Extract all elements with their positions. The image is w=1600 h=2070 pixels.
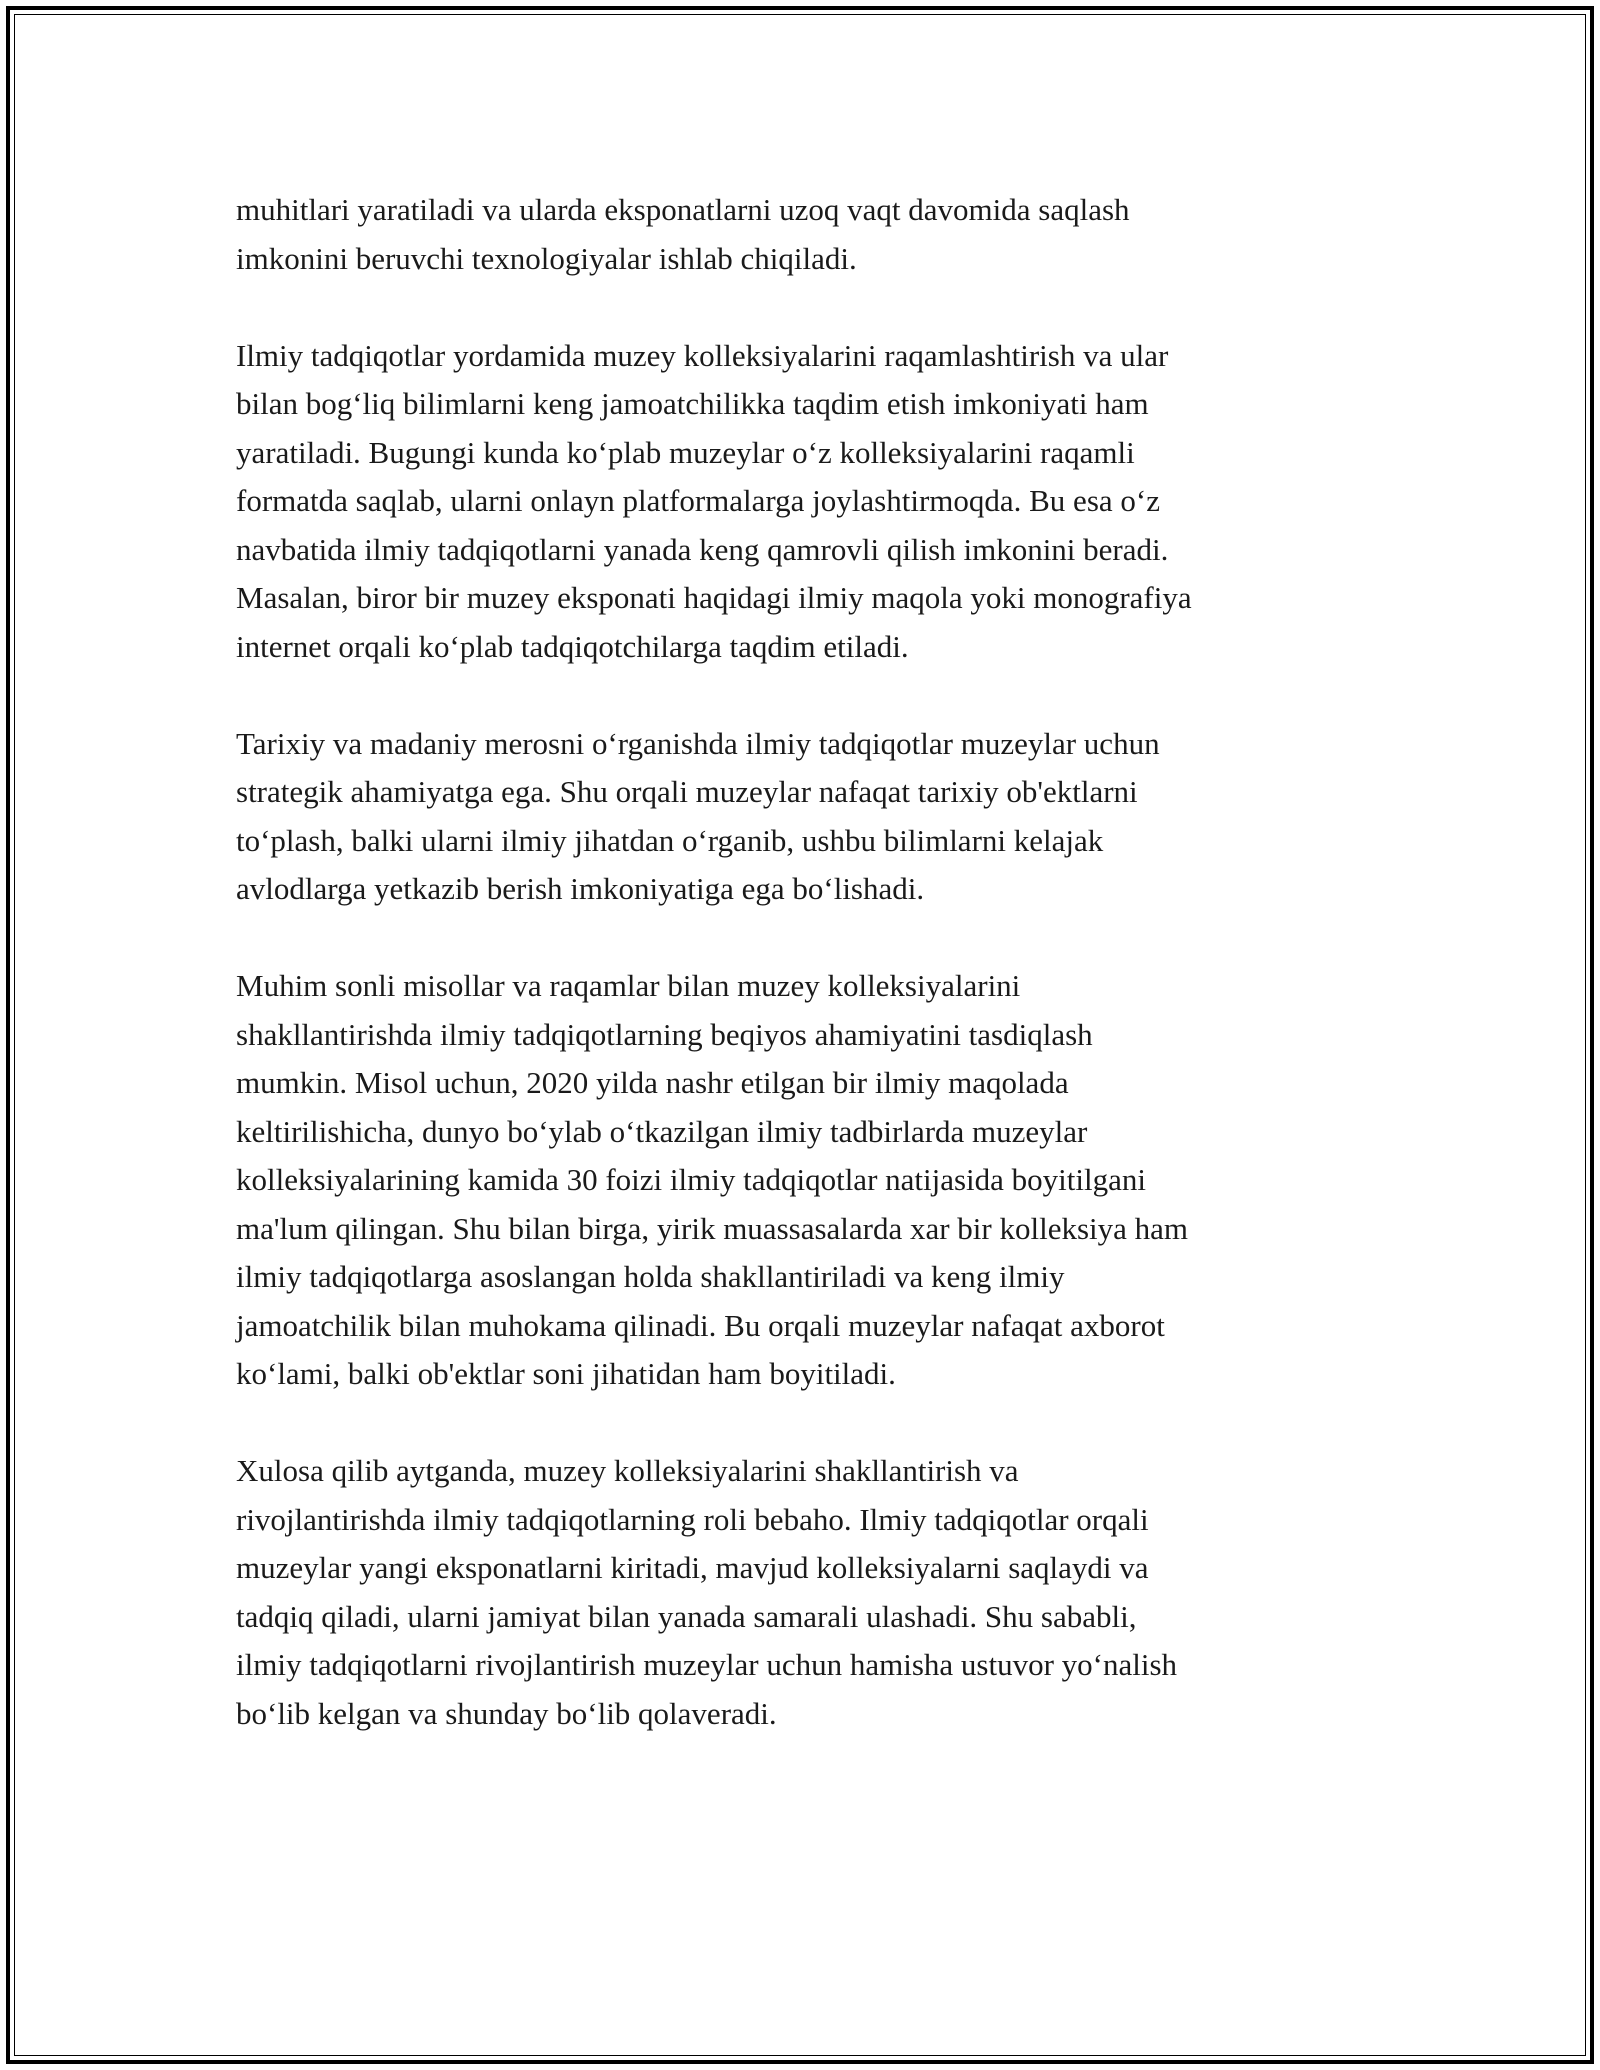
text-line: shakllantirishda ilmiy tadqiqotlarning beqiyos ahamiyatini tasdiqlash — [236, 1016, 1093, 1052]
text-line: to‘plash, balki ularni ilmiy jihatdan o‘rganib, ushbu bilimlarni kelajak — [236, 822, 1104, 858]
text-line: ma'lum qilingan. Shu bilan birga, yirik muassasalarda xar bir kolleksiya ham — [236, 1210, 1189, 1246]
text-line: bo‘lib kelgan va shunday bo‘lib qolaveradi. — [236, 1695, 777, 1731]
text-line: muzeylar yangi eksponatlarni kiritadi, mavjud kolleksiyalarni saqlaydi va — [236, 1550, 1149, 1585]
text-line: yaratiladi. Bugungi kunda ko‘plab muzeylar o‘z kolleksiyalarini raqamli — [236, 434, 1135, 470]
text-line: Masalan, biror bir muzey eksponati haqidagi ilmiy maqola yoki monografiya — [236, 580, 1192, 615]
document-body — [236, 186, 1376, 1787]
text-line: kolleksiyalarining kamida 30 foizi ilmiy tadqiqotlar natijasida boyitilgani — [236, 1162, 1147, 1197]
text-line: ilmiy tadqiqotlarni rivojlantirish muzeylar uchun hamisha ustuvor yo‘nalish — [236, 1647, 1178, 1682]
text-line: Ilmiy tadqiqotlar yordamida muzey kolleksiyalarini raqamlashtirish va ular — [236, 337, 1169, 373]
text-line: keltirilishicha, dunyo bo‘ylab o‘tkazilgan ilmiy tadbirlarda muzeylar — [236, 1113, 1088, 1149]
text-line: bilan bog‘liq bilimlarni keng jamoatchilikka taqdim etish imkoniyati ham — [236, 386, 1149, 421]
paragraph — [236, 720, 1376, 914]
text-line: Xulosa qilib aytganda, muzey kolleksiyalarini shakllantirish va — [236, 1453, 1019, 1488]
text-line: jamoatchilik bilan muhokama qilinadi. Bu orqali muzeylar nafaqat axborot — [236, 1307, 1165, 1343]
text-line: ilmiy tadqiqotlarga asoslangan holda shakllantiriladi va keng ilmiy — [236, 1259, 1065, 1294]
text-line: formatda saqlab, ularni onlayn platformalarga joylashtirmoqda. Bu esa o‘z — [236, 483, 1160, 518]
text-line: tadqiq qiladi, ularni jamiyat bilan yanada samarali ulashadi. Shu sababli, — [236, 1598, 1137, 1634]
text-line: rivojlantirishda ilmiy tadqiqotlarning roli bebaho. Ilmiy tadqiqotlar orqali — [236, 1501, 1149, 1537]
text-line: avlodlarga yetkazib berish imkoniyatiga ega bo‘lishadi. — [236, 871, 925, 906]
text-line: imkonini beruvchi texnologiyalar ishlab chiqiladi. — [236, 240, 857, 276]
text-line: ko‘lami, balki ob'ektlar soni jihatidan ham boyitiladi. — [236, 1356, 896, 1391]
paragraph — [236, 1447, 1376, 1738]
text-line: strategik ahamiyatga ega. Shu orqali muzeylar nafaqat tarixiy ob'ektlarni — [236, 774, 1138, 809]
paragraph — [236, 186, 1376, 283]
text-line: muhitlari yaratiladi va ularda eksponatlarni uzoq vaqt davomida saqlash — [236, 192, 1130, 227]
text-line: Tarixiy va madaniy merosni o‘rganishda ilmiy tadqiqotlar muzeylar uchun — [236, 725, 1160, 761]
text-line: mumkin. Misol uchun, 2020 yilda nashr etilgan bir ilmiy maqolada — [236, 1065, 1069, 1100]
text-line: Muhim sonli misollar va raqamlar bilan muzey kolleksiyalarini — [236, 968, 1021, 1003]
paragraph — [236, 962, 1376, 1399]
paragraph — [236, 332, 1376, 672]
text-line: navbatida ilmiy tadqiqotlarni yanada keng qamrovli qilish imkonini beradi. — [236, 531, 1169, 567]
text-line: internet orqali ko‘plab tadqiqotchilarga taqdim etiladi. — [236, 628, 909, 664]
